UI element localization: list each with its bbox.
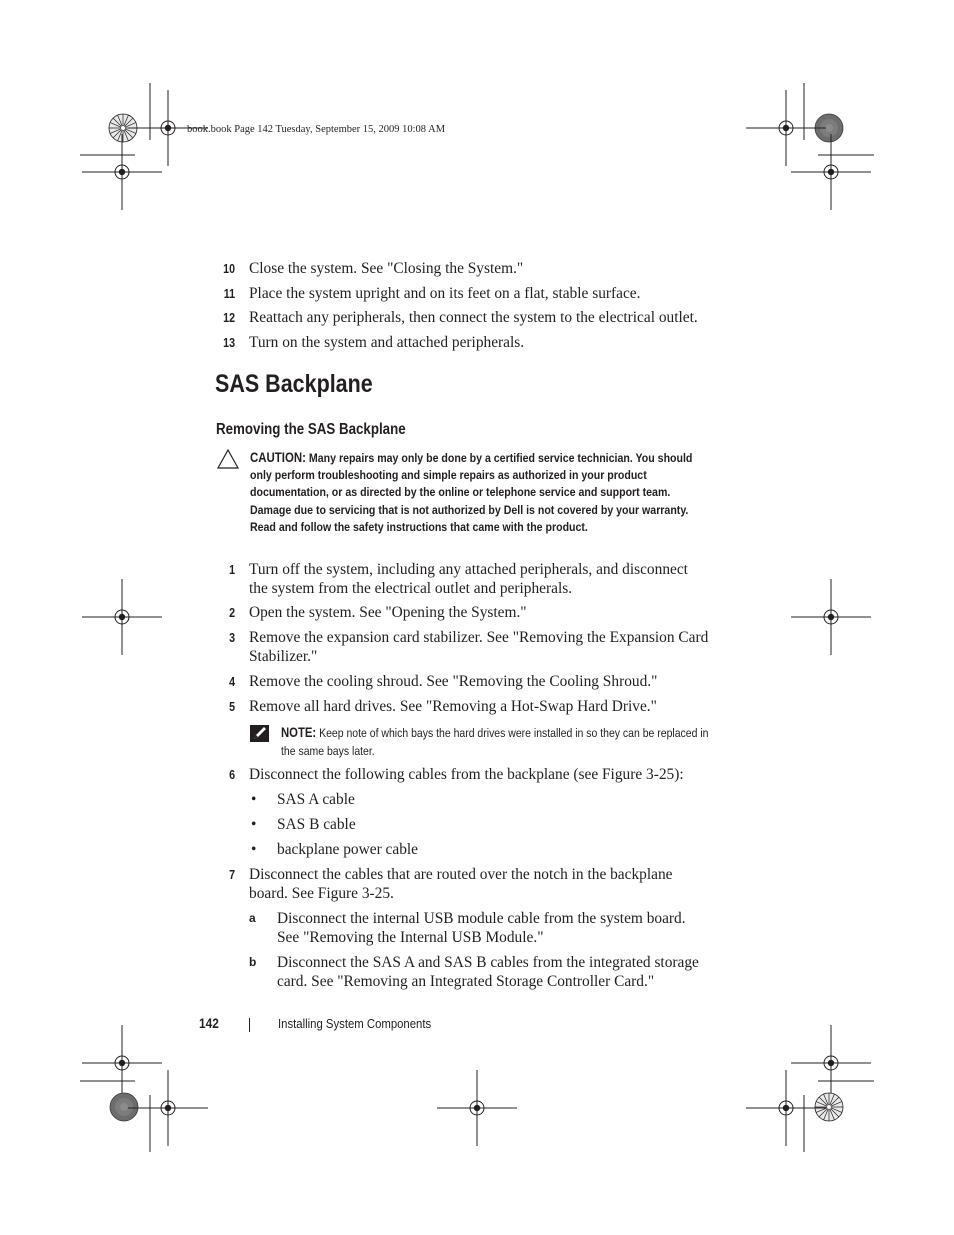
step-number: 11 bbox=[223, 286, 235, 301]
caution-text: Many repairs may only be done by a certified service technician. You should only perform troubleshooting and simple repairs as authorized in your product documentation, or as directed by the online or telephone service and support team. Damage due to servicing that is not authorized by Dell is not covered by your warranty. Read and follow the safety instructions that came with the product. bbox=[250, 451, 693, 534]
step-item bbox=[229, 628, 719, 666]
step-item bbox=[223, 333, 719, 352]
note-label: NOTE: bbox=[281, 725, 317, 740]
step-text: Turn off the system, including any attached peripherals, and disconnect the system from the electrical outlet and peripherals. bbox=[249, 561, 688, 597]
list-item-text: SAS B cable bbox=[277, 816, 356, 833]
bullet-dot: • bbox=[251, 841, 257, 858]
step-text: Disconnect the following cables from the backplane (see Figure 3-25): bbox=[249, 766, 684, 783]
list-item bbox=[251, 815, 356, 834]
step-text: Place the system upright and on its feet on a flat, stable surface. bbox=[249, 285, 641, 302]
step-item bbox=[229, 603, 719, 622]
print-header-stamp: book.book Page 142 Tuesday, September 15, 2009 10:08 AM bbox=[187, 124, 446, 135]
step-number: 12 bbox=[223, 310, 235, 325]
bullet-dot: • bbox=[251, 791, 257, 808]
step-text: Close the system. See "Closing the System." bbox=[249, 260, 524, 277]
step-item bbox=[229, 697, 719, 716]
step-text: Disconnect the cables that are routed over the notch in the backplane board. See Figure 3-25. bbox=[249, 866, 673, 902]
section-title: SAS Backplane bbox=[215, 370, 373, 398]
subsection-title: Removing the SAS Backplane bbox=[216, 421, 406, 438]
step-text: Remove all hard drives. See "Removing a Hot-Swap Hard Drive." bbox=[249, 698, 657, 715]
list-item-text: backplane power cable bbox=[277, 841, 419, 858]
step-number: 6 bbox=[229, 767, 235, 782]
footer-chapter-title: Installing System Components bbox=[278, 1016, 432, 1031]
substep-text: Disconnect the internal USB module cable from the system board. See "Removing the Internal USB Module." bbox=[277, 910, 686, 946]
step-number: 4 bbox=[229, 674, 235, 689]
list-item bbox=[251, 840, 419, 859]
step-number: 3 bbox=[229, 630, 235, 645]
list-item-text: SAS A cable bbox=[277, 791, 355, 808]
step-text: Open the system. See "Opening the System." bbox=[249, 604, 527, 621]
substep-letter: b bbox=[249, 955, 257, 969]
caution-label: CAUTION: bbox=[250, 450, 306, 465]
substep-letter: a bbox=[249, 911, 256, 925]
step-text: Remove the expansion card stabilizer. See "Removing the Expansion Card Stabilizer." bbox=[249, 629, 709, 665]
page-number: 142 bbox=[199, 1015, 219, 1031]
substep-item bbox=[249, 909, 707, 947]
bullet-dot: • bbox=[251, 816, 257, 833]
step-number: 2 bbox=[229, 605, 235, 620]
substep-text: Disconnect the SAS A and SAS B cables from the integrated storage card. See "Removing an Integrated Storage Controller Card." bbox=[277, 954, 699, 990]
list-item bbox=[251, 790, 355, 809]
note-notice bbox=[281, 724, 712, 760]
step-item bbox=[229, 672, 719, 691]
step-item bbox=[223, 284, 719, 303]
note-pencil-icon bbox=[249, 724, 271, 744]
step-item bbox=[229, 560, 704, 598]
step-item bbox=[229, 765, 719, 784]
step-item bbox=[223, 259, 719, 278]
footer-divider bbox=[249, 1018, 250, 1032]
step-text: Reattach any peripherals, then connect the system to the electrical outlet. bbox=[249, 309, 698, 326]
step-number: 7 bbox=[229, 867, 235, 882]
step-number: 5 bbox=[229, 699, 235, 714]
step-number: 13 bbox=[223, 335, 235, 350]
caution-notice bbox=[250, 449, 712, 536]
step-item bbox=[223, 308, 729, 327]
step-text: Remove the cooling shroud. See "Removing the Cooling Shroud." bbox=[249, 673, 658, 690]
step-number: 10 bbox=[223, 261, 235, 276]
substep-item bbox=[249, 953, 717, 991]
step-item bbox=[229, 865, 704, 903]
note-text: Keep note of which bays the hard drives were installed in so they can be replaced in the same bays later. bbox=[281, 726, 709, 758]
caution-triangle-icon bbox=[217, 449, 239, 469]
step-number: 1 bbox=[229, 562, 235, 577]
step-text: Turn on the system and attached peripherals. bbox=[249, 334, 525, 351]
